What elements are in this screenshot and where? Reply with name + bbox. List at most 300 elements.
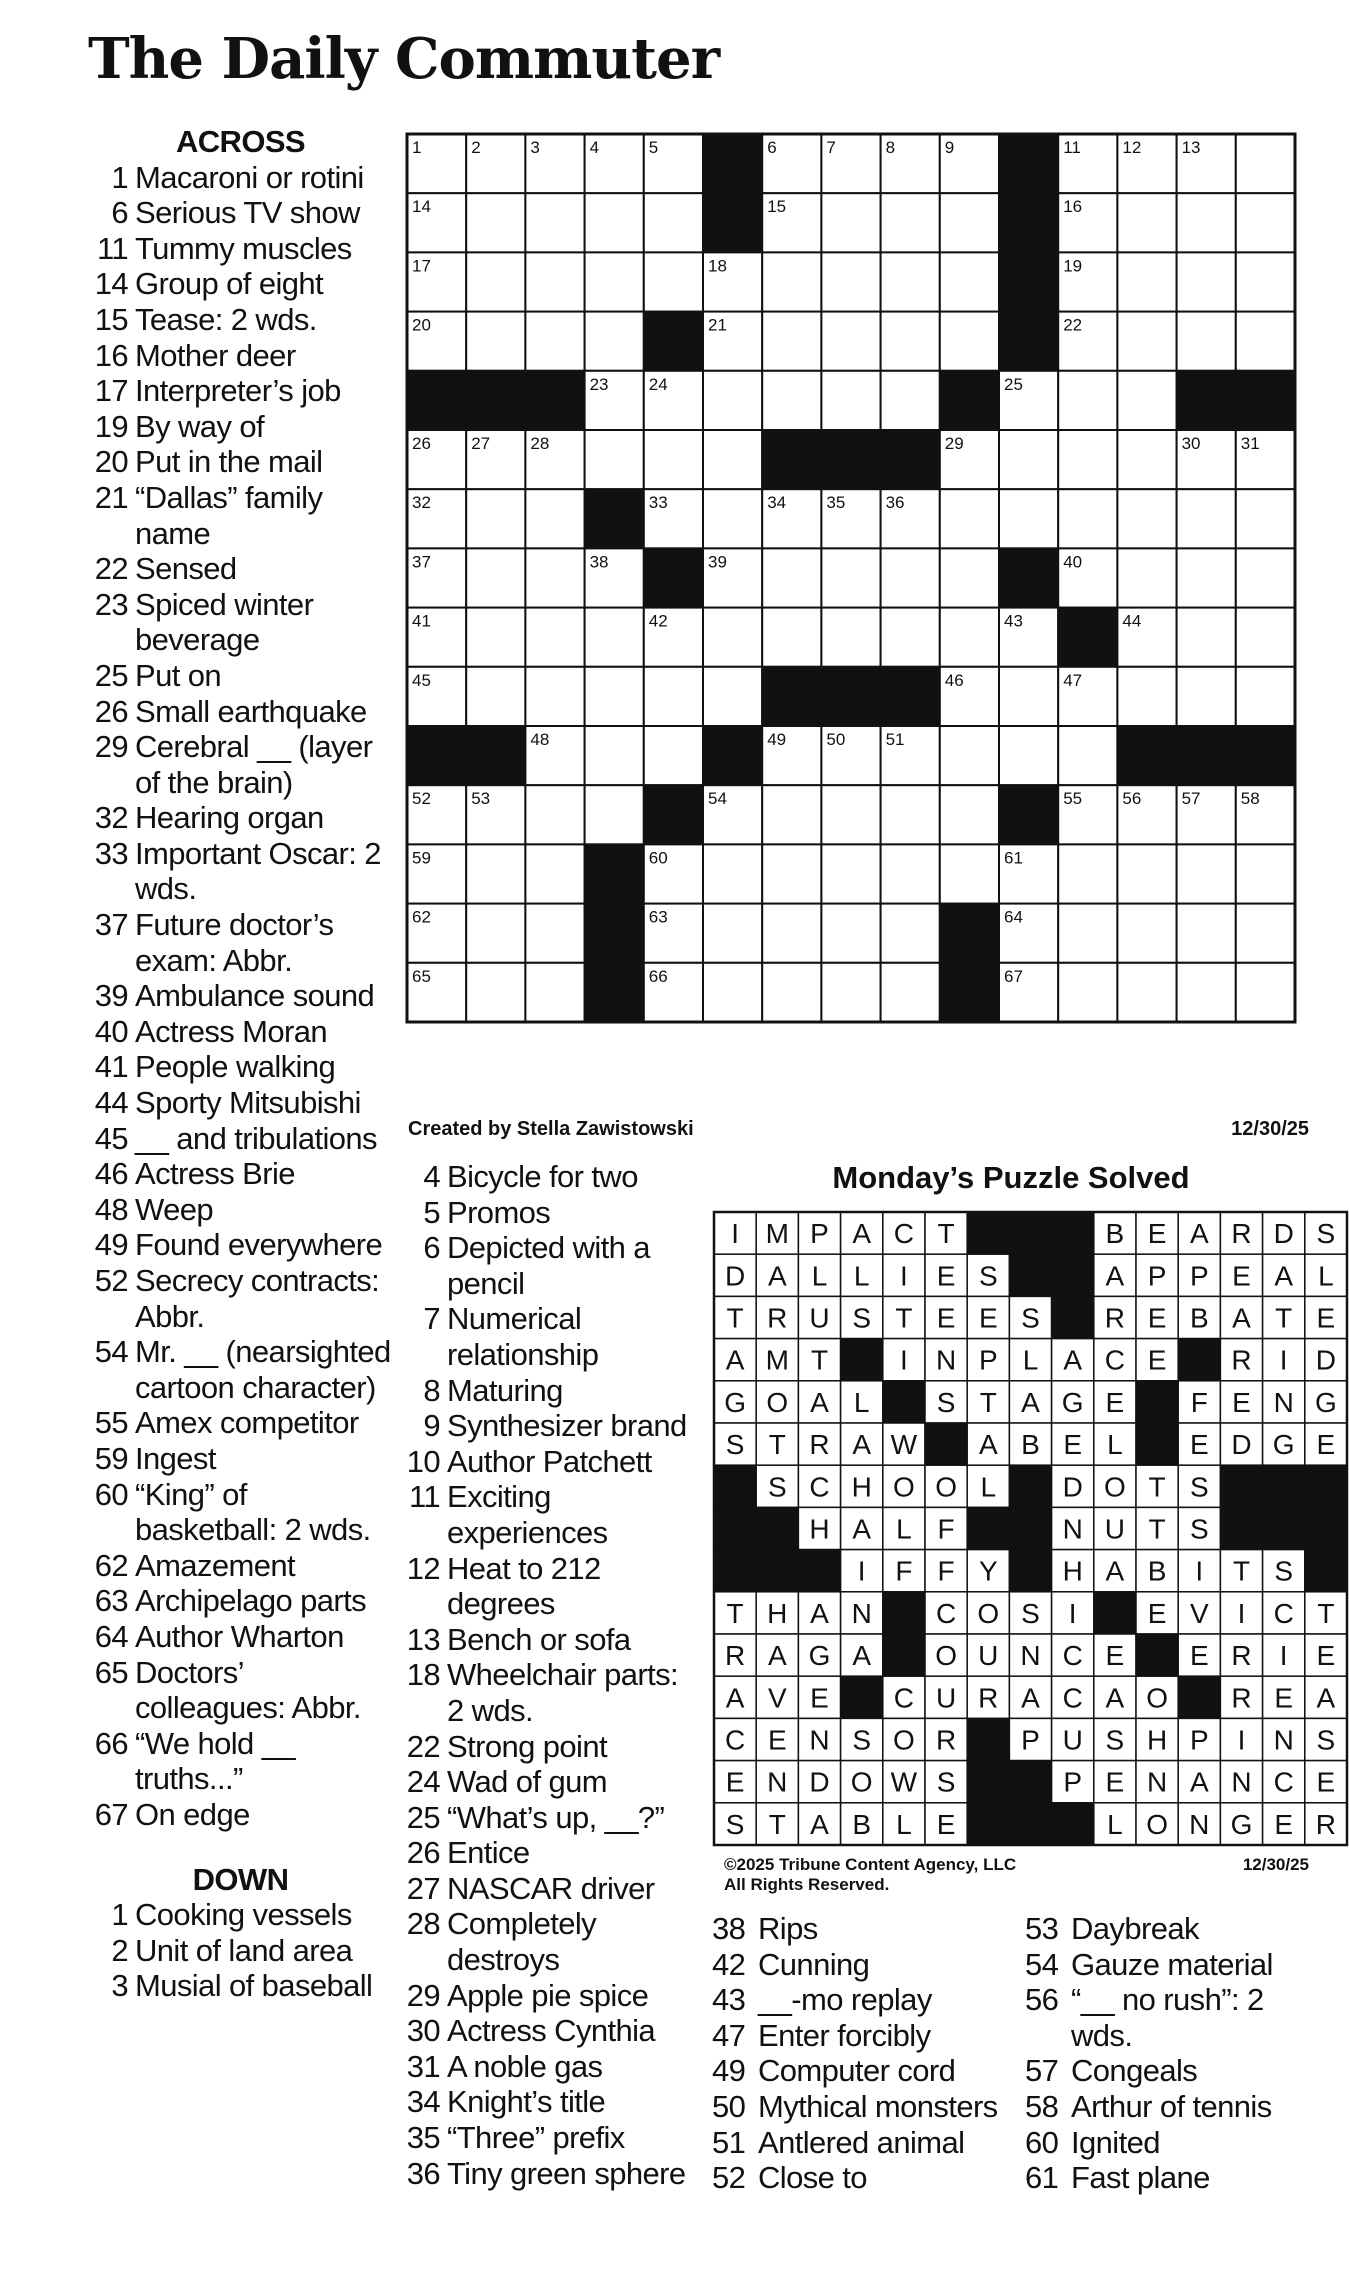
solution-letter: U: [1104, 1513, 1126, 1545]
solution-letter: G: [724, 1386, 746, 1418]
solution-letter: F: [937, 1513, 955, 1545]
clue-text: Actress Brie: [135, 1156, 295, 1192]
grid-cell[interactable]: [644, 193, 703, 252]
grid-cell-number: 19: [1063, 256, 1083, 276]
grid-cell-number: 40: [1063, 552, 1083, 572]
grid-cell[interactable]: [1117, 430, 1176, 489]
solution-letter: I: [1237, 1724, 1246, 1756]
grid-cell[interactable]: [703, 430, 762, 489]
clue-item: [88, 1334, 393, 1405]
solution-block-cell: [1178, 1339, 1220, 1381]
grid-cell[interactable]: [821, 371, 880, 430]
grid-cell[interactable]: [881, 844, 940, 903]
solution-letter: I: [900, 1260, 908, 1292]
solution-grid: [712, 1210, 1349, 1852]
grid-cell-number: 21: [708, 315, 727, 335]
grid-cell[interactable]: [1177, 904, 1236, 963]
clue-text: People walking: [135, 1049, 336, 1085]
solution-letter: S: [1021, 1302, 1040, 1334]
solution-block-cell: [967, 1761, 1009, 1803]
clue-text: Bicycle for two: [447, 1159, 638, 1194]
grid-cell[interactable]: [644, 726, 703, 785]
grid-cell[interactable]: [525, 608, 584, 667]
grid-cell[interactable]: [525, 904, 584, 963]
solution-letter: T: [1275, 1302, 1293, 1334]
grid-cell[interactable]: [881, 548, 940, 607]
grid-cell[interactable]: [762, 904, 821, 963]
grid-cell[interactable]: [525, 193, 584, 252]
grid-cell[interactable]: [762, 844, 821, 903]
solution-letter: E: [1147, 1597, 1167, 1629]
grid-cell[interactable]: [525, 252, 584, 311]
down-clue-list-1: [88, 1897, 393, 2004]
solution-letter: R: [1231, 1640, 1252, 1672]
down-heading: DOWN: [192, 1861, 289, 1897]
clue-item: [88, 1897, 393, 1933]
grid-cell[interactable]: [940, 548, 999, 607]
grid-cell[interactable]: [1117, 667, 1176, 726]
clue-text: Heat to 212 degrees: [447, 1550, 601, 1622]
clue-number: 13: [406, 1621, 440, 1657]
clue-item: [400, 1408, 700, 1444]
solution-letter: A: [810, 1808, 829, 1840]
solution-letter: T: [1148, 1471, 1166, 1503]
clue-number: 6: [111, 195, 128, 231]
solution-letter: D: [724, 1260, 746, 1292]
solution-letter: A: [767, 1260, 787, 1292]
solution-letter: G: [1315, 1386, 1337, 1418]
grid-cell[interactable]: [821, 785, 880, 844]
solution-block-cell: [756, 1550, 798, 1592]
grid-cell[interactable]: [466, 844, 525, 903]
grid-block-cell: [1177, 726, 1236, 785]
clue-number: 37: [94, 907, 128, 943]
grid-cell-number: 60: [648, 848, 668, 868]
grid-cell[interactable]: [525, 489, 584, 548]
grid-cell[interactable]: [881, 193, 940, 252]
grid-cell-number: 54: [708, 789, 727, 809]
clue-item: [88, 1156, 393, 1192]
grid-cell[interactable]: [821, 844, 880, 903]
solution-letter: S: [852, 1724, 872, 1756]
clue-item: [88, 373, 393, 409]
clue-item: [712, 2089, 1012, 2125]
clue-number: 51: [712, 2124, 746, 2160]
clue-text: Gauze material: [1071, 1946, 1273, 1982]
clue-number: 36: [406, 2155, 440, 2191]
clue-item: [400, 2013, 700, 2049]
grid-cell[interactable]: [1177, 963, 1236, 1022]
grid-cell[interactable]: [1236, 134, 1295, 193]
grid-cell[interactable]: [703, 489, 762, 548]
clue-item: [88, 800, 393, 836]
grid-cell[interactable]: [881, 252, 940, 311]
grid-cell[interactable]: [821, 312, 880, 371]
grid-cell[interactable]: [1117, 489, 1176, 548]
grid-cell[interactable]: [999, 430, 1058, 489]
clue-item: [88, 302, 393, 338]
solution-letter: H: [1146, 1724, 1168, 1756]
solution-letter: I: [1279, 1640, 1288, 1672]
solution-letter: O: [935, 1640, 957, 1672]
solution-letter: H: [851, 1471, 872, 1503]
grid-cell[interactable]: [585, 312, 644, 371]
clue-item: [400, 2084, 700, 2120]
grid-cell-number: 43: [1004, 611, 1023, 631]
grid-cell[interactable]: [1177, 193, 1236, 252]
grid-cell[interactable]: [821, 548, 880, 607]
grid-cell[interactable]: [644, 252, 703, 311]
grid-cell[interactable]: [1236, 667, 1295, 726]
clue-item: [88, 587, 393, 658]
solution-block-cell: [1263, 1507, 1305, 1549]
grid-cell[interactable]: [585, 193, 644, 252]
grid-cell[interactable]: [881, 963, 940, 1022]
clue-number: 12: [406, 1550, 440, 1586]
grid-cell[interactable]: [466, 904, 525, 963]
grid-cell[interactable]: [1236, 489, 1295, 548]
grid-cell[interactable]: [999, 489, 1058, 548]
solution-letter: P: [1021, 1724, 1040, 1756]
grid-cell[interactable]: [644, 667, 703, 726]
clue-text: “King” of basketball: 2 wds.: [135, 1476, 371, 1548]
grid-cell[interactable]: [585, 667, 644, 726]
grid-cell[interactable]: [762, 548, 821, 607]
clue-number: 29: [406, 1977, 440, 2013]
grid-cell[interactable]: [940, 193, 999, 252]
grid-block-cell: [940, 963, 999, 1022]
grid-cell[interactable]: [703, 963, 762, 1022]
clue-text: Tummy muscles: [135, 230, 352, 266]
solution-letter: N: [1062, 1513, 1083, 1545]
grid-cell-number: 22: [1063, 315, 1083, 335]
grid-cell[interactable]: [1236, 904, 1295, 963]
clue-item: [400, 1764, 700, 1800]
clue-item: [1025, 2160, 1325, 2196]
solution-block-cell: [1094, 1592, 1136, 1634]
grid-cell-number: 33: [648, 493, 668, 513]
grid-cell[interactable]: [881, 312, 940, 371]
solution-block-cell: [1305, 1465, 1347, 1507]
clue-text: Sporty Mitsubishi: [135, 1085, 361, 1121]
grid-cell[interactable]: [585, 430, 644, 489]
clue-text: Spiced winter beverage: [135, 586, 314, 658]
clue-text: Numerical relationship: [447, 1301, 599, 1372]
grid-cell[interactable]: [1117, 252, 1176, 311]
grid-cell[interactable]: [525, 312, 584, 371]
grid-cell[interactable]: [1117, 904, 1176, 963]
clue-number: 17: [94, 373, 128, 409]
solution-letter: E: [936, 1808, 956, 1840]
clue-text: Put in the mail: [135, 444, 323, 480]
down-clue-list-4: [1025, 1911, 1325, 2196]
grid-cell[interactable]: [703, 371, 762, 430]
solution-letter: H: [1062, 1555, 1083, 1587]
grid-cell[interactable]: [466, 193, 525, 252]
grid-cell[interactable]: [881, 608, 940, 667]
solution-letter: A: [852, 1513, 872, 1545]
clue-item: [712, 2125, 1012, 2161]
solution-letter: A: [1274, 1260, 1294, 1292]
solution-grid-svg: [712, 1210, 1349, 1847]
grid-cell[interactable]: [881, 904, 940, 963]
grid-cell[interactable]: [821, 963, 880, 1022]
clue-number: 66: [94, 1725, 128, 1761]
grid-cell[interactable]: [881, 371, 940, 430]
grid-cell-number: 42: [648, 611, 668, 631]
grid-cell-number: 52: [412, 789, 431, 809]
solution-letter: L: [853, 1260, 870, 1292]
clue-text: Musial of baseball: [135, 1968, 373, 2004]
solution-block-cell: [714, 1550, 756, 1592]
clue-text: Actress Moran: [135, 1013, 328, 1049]
grid-block-cell: [821, 430, 880, 489]
grid-cell[interactable]: [1117, 844, 1176, 903]
clue-item: [88, 1933, 393, 1969]
grid-cell[interactable]: [762, 963, 821, 1022]
clue-text: Weep: [135, 1191, 214, 1227]
clue-text: Macaroni or rotini: [135, 159, 364, 195]
solution-letter: N: [1146, 1766, 1168, 1798]
grid-cell-number: 62: [412, 907, 431, 927]
solution-block-cell: [1009, 1465, 1051, 1507]
solution-letter: G: [1061, 1386, 1084, 1418]
grid-cell[interactable]: [466, 548, 525, 607]
solution-letter: B: [852, 1808, 872, 1840]
clue-item: [400, 1835, 700, 1871]
clue-number: 20: [94, 444, 128, 480]
grid-cell[interactable]: [525, 667, 584, 726]
grid-cell[interactable]: [1177, 489, 1236, 548]
clue-text: “Three” prefix: [447, 2120, 625, 2156]
grid-cell[interactable]: [821, 608, 880, 667]
clue-number: 33: [94, 835, 128, 871]
grid-cell[interactable]: [1117, 963, 1176, 1022]
grid-cell[interactable]: [762, 371, 821, 430]
solution-letter: E: [767, 1724, 787, 1756]
grid-cell[interactable]: [1236, 312, 1295, 371]
clue-item: [400, 1622, 700, 1658]
solution-letter: R: [724, 1640, 746, 1672]
grid-cell[interactable]: [703, 667, 762, 726]
grid-cell[interactable]: [940, 312, 999, 371]
grid-cell[interactable]: [525, 963, 584, 1022]
grid-cell[interactable]: [940, 844, 999, 903]
solution-block-cell: [883, 1634, 925, 1676]
grid-block-cell: [999, 785, 1058, 844]
clue-number: 59: [94, 1440, 128, 1476]
grid-cell[interactable]: [821, 252, 880, 311]
grid-cell[interactable]: [1236, 844, 1295, 903]
grid-cell[interactable]: [1236, 608, 1295, 667]
solution-block-cell: [1009, 1212, 1051, 1254]
solution-letter: S: [978, 1260, 998, 1292]
grid-cell[interactable]: [525, 548, 584, 607]
grid-cell[interactable]: [1177, 312, 1236, 371]
clue-column-4: [1025, 1911, 1325, 2196]
grid-cell[interactable]: [1236, 963, 1295, 1022]
clue-text: Promos: [447, 1194, 551, 1230]
grid-cell[interactable]: [1177, 252, 1236, 311]
clue-text: “What’s up, __?”: [447, 1799, 665, 1835]
grid-cell[interactable]: [1177, 608, 1236, 667]
grid-cell[interactable]: [1058, 844, 1117, 903]
grid-cell[interactable]: [585, 726, 644, 785]
grid-cell[interactable]: [1058, 371, 1117, 430]
solution-block-cell: [1136, 1634, 1178, 1676]
grid-cell[interactable]: [1058, 904, 1117, 963]
solution-letter: E: [1147, 1344, 1167, 1376]
across-heading: ACROSS: [175, 124, 306, 159]
grid-cell-number: 29: [944, 434, 964, 453]
grid-cell[interactable]: [1058, 489, 1117, 548]
grid-cell[interactable]: [1117, 548, 1176, 607]
grid-cell[interactable]: [762, 608, 821, 667]
grid-cell[interactable]: [821, 904, 880, 963]
clue-item: [712, 1947, 1012, 1983]
grid-block-cell: [999, 252, 1058, 311]
solution-letter: D: [809, 1766, 830, 1798]
clue-number: 25: [406, 1799, 440, 1835]
grid-cell-number: 13: [1181, 138, 1201, 157]
grid-cell[interactable]: [940, 252, 999, 311]
solution-letter: L: [1318, 1260, 1334, 1292]
solution-letter: I: [1195, 1555, 1204, 1587]
grid-cell-number: 28: [530, 434, 550, 453]
grid-cell[interactable]: [644, 430, 703, 489]
grid-cell-number: 47: [1063, 670, 1083, 690]
solution-letter: E: [1105, 1766, 1125, 1798]
grid-cell[interactable]: [1117, 312, 1176, 371]
clue-item: [712, 2160, 1012, 2196]
grid-cell[interactable]: [1177, 844, 1236, 903]
clue-number: 7: [423, 1301, 440, 1337]
clue-text: Hearing organ: [135, 800, 324, 836]
grid-cell[interactable]: [525, 844, 584, 903]
solution-letter: F: [937, 1555, 955, 1587]
clue-text: Interpreter’s job: [135, 373, 341, 409]
grid-cell[interactable]: [1117, 193, 1176, 252]
clue-number: 52: [94, 1263, 128, 1298]
copyright-line-2: All Rights Reserved.: [724, 1875, 890, 1894]
solution-date: 12/30/25: [1242, 1855, 1309, 1874]
grid-cell[interactable]: [525, 785, 584, 844]
clue-number: 26: [94, 693, 128, 729]
grid-cell[interactable]: [1177, 548, 1236, 607]
solution-letter: E: [1316, 1302, 1336, 1334]
clue-item: [88, 1583, 393, 1619]
solution-letter: S: [1189, 1513, 1209, 1545]
grid-cell[interactable]: [466, 963, 525, 1022]
solution-letter: P: [1063, 1766, 1083, 1798]
solution-letter: T: [1232, 1555, 1251, 1587]
clue-text: Entice: [447, 1835, 530, 1871]
clue-text: Bench or sofa: [447, 1621, 631, 1657]
grid-cell[interactable]: [703, 608, 762, 667]
grid-cell-number: 58: [1240, 789, 1260, 809]
grid-cell[interactable]: [881, 785, 940, 844]
grid-cell[interactable]: [466, 608, 525, 667]
solution-letter: T: [726, 1302, 744, 1334]
grid-cell[interactable]: [585, 608, 644, 667]
clue-text: Wheelchair parts: 2 wds.: [447, 1657, 679, 1728]
solution-block-cell: [841, 1676, 883, 1718]
grid-cell[interactable]: [585, 785, 644, 844]
grid-cell[interactable]: [762, 785, 821, 844]
clue-item: [400, 1551, 700, 1622]
clue-item: [400, 1195, 700, 1231]
grid-cell[interactable]: [999, 726, 1058, 785]
solution-letter: E: [1274, 1808, 1294, 1840]
grid-cell[interactable]: [940, 785, 999, 844]
crossword-grid[interactable]: [405, 132, 1297, 1029]
grid-cell[interactable]: [940, 608, 999, 667]
solution-letter: C: [935, 1597, 957, 1629]
clue-text: Put on: [135, 657, 222, 693]
clue-item: [1025, 2089, 1325, 2125]
clue-text: A noble gas: [447, 2048, 603, 2084]
grid-block-cell: [644, 548, 703, 607]
solution-letter: I: [1279, 1344, 1288, 1376]
grid-cell[interactable]: [1177, 667, 1236, 726]
grid-cell[interactable]: [940, 726, 999, 785]
clue-number: 45: [94, 1120, 128, 1156]
grid-cell[interactable]: [940, 489, 999, 548]
grid-cell[interactable]: [703, 844, 762, 903]
clue-number: 3: [111, 1968, 128, 2004]
grid-cell[interactable]: [466, 667, 525, 726]
clue-text: Cerebral __ (layer of the brain): [135, 729, 373, 800]
solution-letter: S: [936, 1386, 956, 1418]
grid-cell-number: 26: [412, 434, 431, 453]
crossword-grid-svg[interactable]: [405, 132, 1297, 1024]
grid-cell[interactable]: [999, 667, 1058, 726]
grid-cell[interactable]: [762, 312, 821, 371]
clue-number: 5: [423, 1194, 440, 1230]
clue-text: Enter forcibly: [758, 2017, 931, 2053]
grid-cell[interactable]: [585, 252, 644, 311]
solution-letter: R: [1104, 1302, 1126, 1334]
grid-cell[interactable]: [1058, 726, 1117, 785]
solution-block-cell: [1009, 1254, 1051, 1296]
clue-text: Unit of land area: [135, 1932, 353, 1968]
solution-letter: N: [851, 1597, 872, 1629]
grid-cell[interactable]: [466, 489, 525, 548]
grid-cell[interactable]: [1236, 548, 1295, 607]
grid-cell[interactable]: [1117, 371, 1176, 430]
solution-letter: S: [1316, 1218, 1336, 1250]
grid-cell[interactable]: [703, 904, 762, 963]
grid-cell[interactable]: [762, 252, 821, 311]
puzzle-credit: Created by Stella Zawistowski: [408, 1118, 694, 1140]
clue-item: [712, 1911, 1012, 1947]
clue-text: Secrecy contracts: Abbr.: [135, 1263, 380, 1334]
grid-cell[interactable]: [1058, 963, 1117, 1022]
solution-letter: L: [1107, 1808, 1123, 1840]
clue-item: [400, 1729, 700, 1765]
grid-cell[interactable]: [821, 193, 880, 252]
grid-cell[interactable]: [1058, 430, 1117, 489]
grid-cell[interactable]: [466, 252, 525, 311]
solution-letter: Y: [978, 1555, 998, 1587]
grid-cell[interactable]: [466, 312, 525, 371]
solution-letter: C: [1273, 1766, 1294, 1798]
clue-text: Amazement: [135, 1547, 295, 1583]
solution-letter: A: [1316, 1682, 1336, 1714]
grid-cell[interactable]: [1236, 193, 1295, 252]
grid-cell[interactable]: [1236, 252, 1295, 311]
solution-letter: E: [1316, 1640, 1336, 1672]
